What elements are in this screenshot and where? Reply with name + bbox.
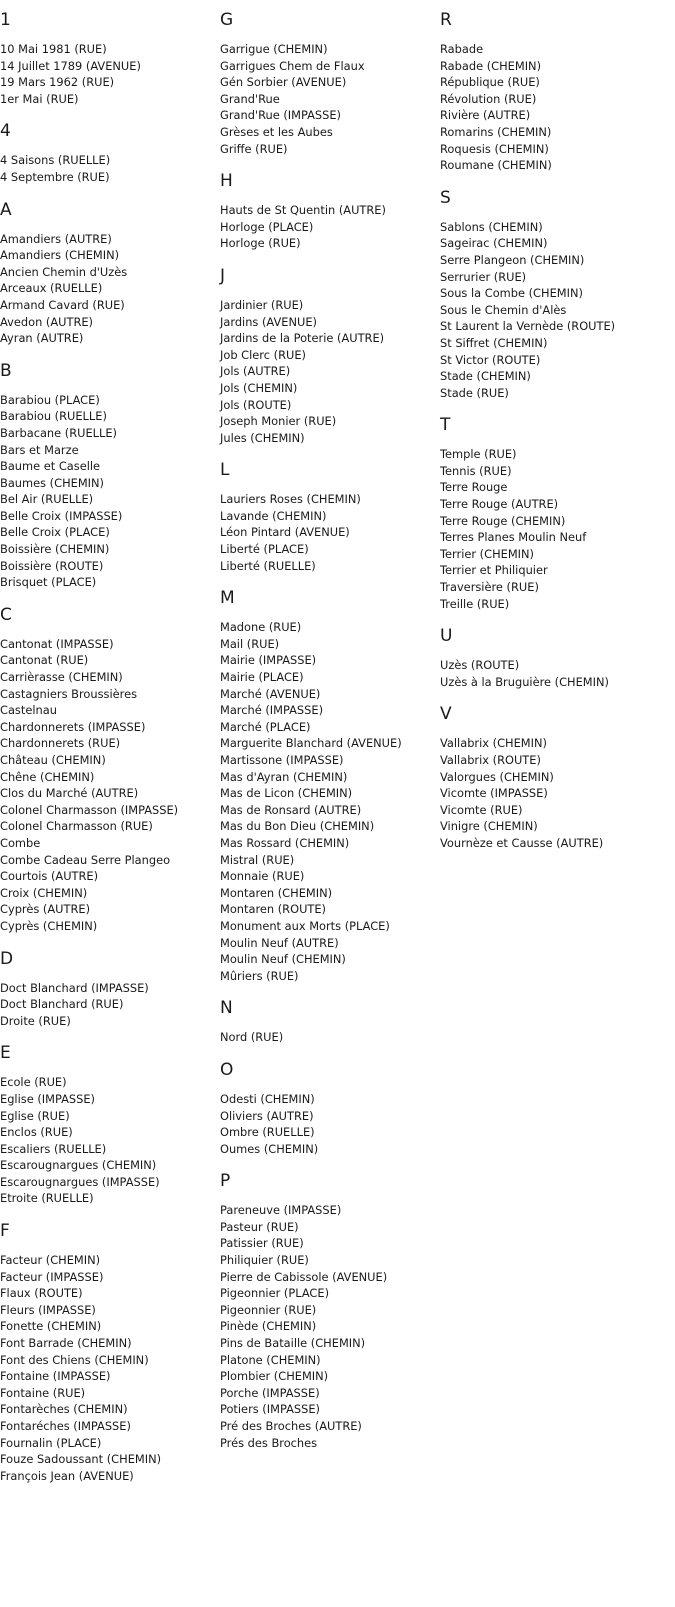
letter-heading: P — [220, 1171, 231, 1192]
street-link[interactable]: Monument aux Morts (PLACE) — [220, 918, 390, 933]
letter-heading: C — [0, 604, 12, 625]
street-link[interactable]: 4 Saisons (RUELLE) — [0, 153, 111, 168]
street-link[interactable]: Fournalin (PLACE) — [0, 1435, 102, 1450]
letter-heading: T — [440, 415, 451, 436]
letter-section — [0, 1221, 215, 1484]
street-link[interactable]: Marché (PLACE) — [220, 719, 311, 734]
street-link[interactable]: Philiquier (RUE) — [220, 1253, 309, 1268]
street-link[interactable]: Fouze Sadoussant (CHEMIN) — [0, 1452, 162, 1467]
street-link[interactable]: Baumes (CHEMIN) — [0, 475, 104, 490]
street-link[interactable]: Barbacane (RUELLE) — [0, 425, 118, 440]
street-link[interactable]: Martissone (IMPASSE) — [220, 753, 344, 767]
street-link[interactable]: Platone (CHEMIN) — [220, 1352, 321, 1367]
street-link[interactable]: Enclos (RUE) — [0, 1125, 73, 1140]
street-link[interactable]: Pasteur (RUE) — [220, 1219, 299, 1234]
letter-heading: H — [220, 171, 233, 192]
letter-heading: R — [440, 10, 452, 30]
street-link[interactable]: Sablons (CHEMIN) — [440, 219, 543, 234]
letter-section — [0, 949, 215, 1030]
letter-section — [220, 10, 435, 157]
street-link[interactable]: Pareneuve (IMPASSE) — [220, 1203, 342, 1218]
letter-heading: G — [220, 10, 234, 30]
street-link[interactable]: St Laurent la Vernède (ROUTE) — [440, 319, 616, 334]
street-link[interactable]: Pigeonnier (PLACE) — [220, 1286, 330, 1301]
street-link[interactable]: Porche (IMPASSE) — [220, 1385, 320, 1400]
street-column-2 — [220, 10, 435, 1465]
street-link[interactable]: Bars et Marze — [0, 442, 79, 457]
street-link[interactable]: Vinigre (CHEMIN) — [440, 819, 538, 834]
street-link[interactable]: Chardonnerets (IMPASSE) — [0, 719, 146, 734]
street-link[interactable]: Belle Croix (PLACE) — [0, 525, 110, 540]
street-link[interactable]: 19 Mars 1962 (RUE) — [0, 75, 115, 90]
street-link[interactable]: Temple (RUE) — [440, 447, 517, 462]
street-link[interactable]: Mas de Ronsard (AUTRE) — [220, 802, 362, 817]
street-link[interactable]: Font Barrade (CHEMIN) — [0, 1336, 132, 1351]
street-link[interactable]: Cyprès (CHEMIN) — [0, 918, 98, 933]
street-link[interactable]: Sous le Chemin d'Alès — [440, 302, 567, 317]
street-link[interactable]: Barabiou (PLACE) — [0, 392, 100, 407]
street-link[interactable]: Vallabrix (ROUTE) — [440, 753, 541, 767]
street-link[interactable]: Boissière (CHEMIN) — [0, 542, 110, 557]
street-link[interactable]: Terre Rouge (CHEMIN) — [440, 513, 566, 528]
street-link[interactable]: Carrièrasse (CHEMIN) — [0, 670, 123, 685]
street-link[interactable]: Fontaine (IMPASSE) — [0, 1369, 111, 1384]
street-link[interactable]: Droite (RUE) — [0, 1013, 71, 1028]
letter-section — [220, 1060, 435, 1157]
street-link[interactable]: Terres Planes Moulin Neuf — [440, 530, 587, 545]
street-link[interactable]: Cantonat (RUE) — [0, 653, 89, 668]
street-link[interactable]: Griffe (RUE) — [220, 141, 288, 156]
street-link[interactable]: République (RUE) — [440, 75, 540, 90]
letter-section — [220, 998, 435, 1046]
street-link[interactable]: Bel Air (RUELLE) — [0, 492, 94, 507]
letter-section — [440, 10, 675, 174]
street-link[interactable]: Vallabrix (CHEMIN) — [440, 736, 547, 751]
street-link[interactable]: Sageirac (CHEMIN) — [440, 236, 548, 251]
street-link[interactable]: Valorgues (CHEMIN) — [440, 769, 554, 784]
letter-section — [440, 188, 675, 402]
street-link[interactable]: Rivière (AUTRE) — [440, 108, 531, 123]
street-link[interactable]: Escarougnargues (CHEMIN) — [0, 1158, 157, 1173]
street-link[interactable]: Cyprès (AUTRE) — [0, 902, 91, 917]
letter-heading: V — [440, 704, 452, 725]
street-link[interactable]: Garrigue (CHEMIN) — [220, 42, 328, 56]
street-link[interactable]: Montaren (CHEMIN) — [220, 885, 333, 900]
street-link[interactable]: Grèses et les Aubes — [220, 124, 333, 139]
street-link[interactable]: Vournèze et Causse (AUTRE) — [440, 835, 604, 850]
street-link[interactable]: Flaux (ROUTE) — [0, 1286, 83, 1301]
street-link[interactable]: Jardinier (RUE) — [220, 297, 304, 312]
street-link[interactable]: Patissier (RUE) — [220, 1236, 304, 1251]
street-link[interactable]: Jules (CHEMIN) — [220, 430, 305, 445]
street-link[interactable]: Mistral (RUE) — [220, 852, 295, 867]
street-link[interactable]: Ayran (AUTRE) — [0, 331, 84, 346]
street-link[interactable]: Doct Blanchard (RUE) — [0, 997, 124, 1012]
letter-section — [0, 361, 215, 591]
street-link[interactable]: Jols (AUTRE) — [220, 364, 291, 379]
street-link[interactable]: Horloge (PLACE) — [220, 219, 314, 234]
street-link[interactable]: Avedon (AUTRE) — [0, 314, 93, 329]
street-link[interactable]: Mûriers (RUE) — [220, 968, 299, 983]
street-link[interactable]: Gén Sorbier (AVENUE) — [220, 75, 347, 90]
street-link[interactable]: Mairie (IMPASSE) — [220, 653, 317, 668]
street-link[interactable]: Roquesis (CHEMIN) — [440, 141, 549, 156]
letter-heading: N — [220, 998, 233, 1019]
street-link[interactable]: Mas Rossard (CHEMIN) — [220, 835, 350, 850]
street-link[interactable]: Chardonnerets (RUE) — [0, 736, 121, 751]
street-link[interactable]: Odesti (CHEMIN) — [220, 1091, 315, 1106]
street-link[interactable]: Facteur (IMPASSE) — [0, 1269, 104, 1284]
street-link[interactable]: Colonel Charmasson (RUE) — [0, 819, 153, 834]
street-link[interactable]: Ecole (RUE) — [0, 1075, 67, 1090]
street-link[interactable]: Jardins (AVENUE) — [220, 314, 317, 329]
street-link[interactable]: Stade (RUE) — [440, 385, 509, 400]
street-link[interactable]: Pré des Broches (AUTRE) — [220, 1419, 362, 1433]
letter-heading: F — [0, 1221, 10, 1242]
letter-section — [0, 605, 215, 935]
street-link[interactable]: Croix (CHEMIN) — [0, 885, 88, 900]
street-link[interactable]: Arceaux (RUELLE) — [0, 281, 103, 296]
street-link[interactable]: Cantonat (IMPASSE) — [0, 636, 114, 651]
street-link[interactable]: Colonel Charmasson (IMPASSE) — [0, 802, 179, 817]
street-link[interactable]: Madone (RUE) — [220, 620, 302, 635]
street-link[interactable]: Garrigues Chem de Flaux — [220, 58, 365, 73]
street-link[interactable]: Amandiers (CHEMIN) — [0, 248, 120, 263]
street-link[interactable]: Mas du Bon Dieu (CHEMIN) — [220, 819, 375, 834]
street-link[interactable]: Révolution (RUE) — [440, 91, 537, 106]
street-link[interactable]: Barabiou (RUELLE) — [0, 409, 107, 424]
street-link[interactable]: Ombre (RUELLE) — [220, 1125, 315, 1140]
letter-heading: A — [0, 199, 12, 220]
letter-section — [220, 1171, 435, 1451]
street-link[interactable]: Mas de Licon (CHEMIN) — [220, 786, 353, 801]
street-link[interactable]: Uzès à la Bruguière (CHEMIN) — [440, 674, 609, 689]
street-link[interactable]: Liberté (PLACE) — [220, 542, 309, 557]
street-link[interactable]: 10 Mai 1981 (RUE) — [0, 42, 107, 56]
street-link[interactable]: Eglise (IMPASSE) — [0, 1091, 95, 1106]
street-link[interactable]: Marguerite Blanchard (AVENUE) — [220, 736, 402, 751]
street-link[interactable]: Prés des Broches — [220, 1435, 318, 1450]
letter-heading: J — [220, 265, 226, 286]
street-link[interactable]: Grand'Rue — [220, 91, 280, 106]
street-link[interactable]: François Jean (AVENUE) — [0, 1468, 134, 1483]
street-link[interactable]: Tennis (RUE) — [440, 463, 512, 478]
street-link[interactable]: Pins de Bataille (CHEMIN) — [220, 1336, 366, 1351]
street-link[interactable]: Traversière (RUE) — [440, 580, 539, 595]
street-link[interactable]: Joseph Monier (RUE) — [220, 414, 337, 429]
street-link[interactable]: Jols (CHEMIN) — [220, 380, 298, 395]
street-link[interactable]: Pierre de Cabissole (AVENUE) — [220, 1269, 388, 1284]
street-link[interactable]: Rabade — [440, 42, 484, 56]
street-link[interactable]: Courtois (AUTRE) — [0, 869, 99, 884]
street-link[interactable]: Marché (AVENUE) — [220, 686, 321, 701]
street-link[interactable]: Baume et Caselle — [0, 459, 101, 474]
letter-heading: 1 — [0, 10, 11, 30]
street-link[interactable]: Potiers (IMPASSE) — [220, 1402, 320, 1417]
street-link[interactable]: Belle Croix (IMPASSE) — [0, 508, 123, 523]
street-column-1 — [0, 10, 215, 1498]
letter-section — [220, 171, 435, 252]
street-link[interactable]: Terrier (CHEMIN) — [440, 546, 534, 561]
street-link[interactable]: Fonette (CHEMIN) — [0, 1319, 102, 1334]
street-link[interactable]: Moulin Neuf (AUTRE) — [220, 935, 339, 950]
street-link[interactable]: Terre Rouge (AUTRE) — [440, 497, 559, 512]
street-column-3 — [440, 10, 675, 866]
street-link[interactable]: Chêne (CHEMIN) — [0, 769, 95, 784]
street-link[interactable]: Treille (RUE) — [440, 596, 510, 611]
letter-section — [440, 704, 675, 851]
street-link[interactable]: Escarougnargues (IMPASSE) — [0, 1174, 160, 1189]
street-link[interactable]: Eglise (RUE) — [0, 1108, 70, 1123]
street-link[interactable]: Armand Cavard (RUE) — [0, 297, 125, 312]
street-link[interactable]: Moulin Neuf (CHEMIN) — [220, 952, 346, 967]
street-link[interactable]: 14 Juillet 1789 (AVENUE) — [0, 58, 141, 73]
letter-section — [0, 200, 215, 347]
street-link[interactable]: Boissière (ROUTE) — [0, 558, 104, 573]
street-link[interactable]: Uzès (ROUTE) — [440, 658, 520, 673]
street-link[interactable]: Monnaie (RUE) — [220, 869, 305, 884]
street-link[interactable]: Nord (RUE) — [220, 1030, 284, 1045]
street-link[interactable]: Marché (IMPASSE) — [220, 703, 324, 718]
street-link[interactable]: Fontaréches (IMPASSE) — [0, 1419, 131, 1433]
street-link[interactable]: Castagniers Broussières — [0, 686, 138, 701]
street-link[interactable]: Font des Chiens (CHEMIN) — [0, 1352, 149, 1367]
street-link[interactable]: Mas d'Ayran (CHEMIN) — [220, 769, 348, 784]
street-link[interactable]: Doct Blanchard (IMPASSE) — [0, 980, 149, 995]
letter-section — [0, 121, 215, 185]
street-link[interactable]: Terre Rouge — [440, 480, 508, 495]
street-link[interactable]: Terrier et Philiquier — [440, 563, 548, 578]
street-link[interactable]: Facteur (CHEMIN) — [0, 1253, 101, 1268]
street-link[interactable]: Oliviers (AUTRE) — [220, 1108, 314, 1123]
street-link[interactable]: Pigeonnier (RUE) — [220, 1302, 317, 1317]
street-link[interactable]: St Victor (ROUTE) — [440, 352, 541, 367]
letter-section — [440, 626, 675, 690]
street-link[interactable]: Mail (RUE) — [220, 636, 280, 651]
street-link[interactable]: Fleurs (IMPASSE) — [0, 1302, 96, 1317]
street-link[interactable]: Pinède (CHEMIN) — [220, 1319, 317, 1334]
street-link[interactable]: 4 Septembre (RUE) — [0, 169, 110, 184]
street-link[interactable]: Vicomte (RUE) — [440, 802, 523, 817]
street-link[interactable]: Job Clerc (RUE) — [220, 347, 306, 362]
street-link[interactable]: Romarins (CHEMIN) — [440, 124, 552, 139]
street-link[interactable]: Serrurier (RUE) — [440, 269, 527, 284]
letter-heading: D — [0, 948, 14, 969]
street-link[interactable]: Lauriers Roses (CHEMIN) — [220, 492, 361, 507]
street-link[interactable]: Sous la Combe (CHEMIN) — [440, 286, 583, 301]
street-link[interactable]: Fontarèches (CHEMIN) — [0, 1402, 128, 1417]
street-link[interactable]: Château (CHEMIN) — [0, 753, 106, 767]
street-link[interactable]: Grand'Rue (IMPASSE) — [220, 108, 341, 123]
street-link[interactable]: Jardins de la Poterie (AUTRE) — [220, 331, 385, 346]
letter-section — [220, 588, 435, 984]
street-link[interactable]: St Siffret (CHEMIN) — [440, 335, 548, 350]
letter-heading: 4 — [0, 121, 11, 142]
letter-heading: U — [440, 626, 453, 647]
street-link[interactable]: 1er Mai (RUE) — [0, 91, 79, 106]
letter-heading: L — [220, 460, 230, 481]
letter-section — [220, 266, 435, 446]
letter-heading: S — [440, 187, 451, 208]
letter-heading: E — [0, 1043, 11, 1064]
street-link[interactable]: Fontaine (RUE) — [0, 1385, 86, 1400]
street-link[interactable]: Etroite (RUELLE) — [0, 1191, 94, 1206]
street-link[interactable]: Mairie (PLACE) — [220, 670, 304, 685]
letter-section — [0, 1043, 215, 1207]
letter-heading: B — [0, 360, 12, 381]
street-link[interactable]: Vicomte (IMPASSE) — [440, 786, 548, 801]
street-link[interactable]: Oumes (CHEMIN) — [220, 1141, 319, 1156]
street-link[interactable]: Léon Pintard (AVENUE) — [220, 525, 350, 540]
letter-section — [0, 10, 215, 107]
street-link[interactable]: Horloge (RUE) — [220, 236, 301, 251]
street-link[interactable]: Montaren (ROUTE) — [220, 902, 327, 917]
street-link[interactable]: Roumane (CHEMIN) — [440, 158, 552, 173]
street-link[interactable]: Serre Plangeon (CHEMIN) — [440, 252, 585, 267]
street-link[interactable]: Escaliers (RUELLE) — [0, 1141, 107, 1156]
street-link[interactable]: Hauts de St Quentin (AUTRE) — [220, 203, 386, 218]
street-link[interactable]: Liberté (RUELLE) — [220, 558, 316, 573]
street-link[interactable]: Brisquet (PLACE) — [0, 575, 97, 590]
street-link[interactable]: Plombier (CHEMIN) — [220, 1369, 329, 1384]
street-link[interactable]: Combe — [0, 835, 41, 850]
letter-heading: O — [220, 1059, 234, 1080]
letter-heading: M — [220, 588, 235, 609]
street-link[interactable]: Stade (CHEMIN) — [440, 369, 531, 384]
street-link[interactable]: Lavande (CHEMIN) — [220, 508, 327, 523]
street-link[interactable]: Rabade (CHEMIN) — [440, 58, 542, 73]
street-link[interactable]: Amandiers (AUTRE) — [0, 231, 112, 246]
street-link[interactable]: Castelnau — [0, 703, 57, 718]
street-link[interactable]: Clos du Marché (AUTRE) — [0, 786, 139, 801]
street-link[interactable]: Ancien Chemin d'Uzès — [0, 264, 128, 279]
letter-section — [220, 460, 435, 574]
street-link[interactable]: Combe Cadeau Serre Plangeo — [0, 852, 171, 867]
street-link[interactable]: Jols (ROUTE) — [220, 397, 292, 412]
letter-section — [440, 415, 675, 612]
